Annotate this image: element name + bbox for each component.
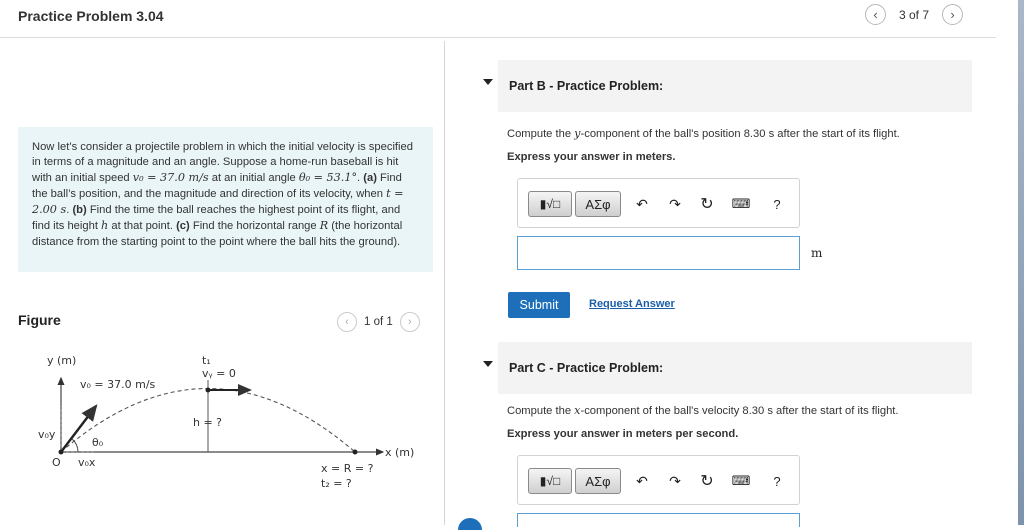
greek-symbols-button[interactable]: ΑΣφ: [575, 191, 621, 217]
part-c-header[interactable]: [498, 342, 972, 394]
keyboard-icon[interactable]: ⌨: [731, 473, 751, 488]
submit-button[interactable]: Submit: [508, 292, 570, 318]
help-button[interactable]: ?: [773, 196, 781, 212]
undo-icon[interactable]: ↶: [636, 195, 648, 212]
column-divider: [444, 41, 445, 525]
problem-text: .: [357, 172, 364, 185]
t-expression: t = 2.00 s: [32, 187, 404, 217]
problem-text: .: [66, 204, 73, 217]
part-a-label: (a): [363, 172, 377, 185]
problem-intro: Now let’s consider a projectile problem in which the initial velocity is specified in terms of a magnitude and an angle. Suppose a home-run baseball is hit with an initial speed: [32, 141, 413, 185]
fraction-sqrt-template-icon: ▮√□: [539, 197, 561, 211]
chevron-left-icon: ‹: [873, 7, 878, 22]
fraction-sqrt-template-icon: ▮√□: [539, 474, 561, 488]
request-answer-link[interactable]: Request Answer: [589, 298, 675, 310]
part-a-text: Find the ball’s position, and the magnitude and direction of its velocity, when: [32, 172, 402, 201]
problem-text: at an initial angle: [208, 172, 299, 185]
keyboard-icon[interactable]: ⌨: [731, 196, 751, 211]
question-text: -component of the ball's velocity 8.30 s after the start of its flight.: [580, 405, 899, 417]
chevron-right-icon: ›: [407, 316, 412, 328]
figure-pager-text: 1 of 1: [364, 316, 393, 328]
reset-icon[interactable]: ↻: [700, 196, 714, 213]
part-b-label: (b): [72, 204, 87, 217]
redo-icon[interactable]: ↷: [669, 195, 681, 212]
part-b-title: Part B - Practice Problem:: [509, 79, 664, 93]
part-c-math-toolbar: [517, 455, 800, 505]
range-label: x = R = ?: [321, 462, 374, 475]
R-expression: R: [319, 219, 329, 233]
problem-pager-text: 3 of 7: [899, 7, 930, 22]
problem-text: (the horizontal distance from the starting point to the point where the ball hits the ground).: [32, 220, 403, 248]
help-button[interactable]: ?: [773, 473, 781, 489]
template-button[interactable]: [528, 468, 572, 494]
v0-expression: v₀ = 37.0 m/s: [132, 171, 209, 185]
theta-expression: θ₀ = 53.1°: [298, 171, 358, 185]
part-b-instruction: Express your answer in meters.: [507, 151, 676, 163]
question-variable: x: [574, 404, 581, 417]
template-group: [528, 190, 621, 218]
window-scroll-edge: [1018, 0, 1024, 525]
part-c-title: Part C - Practice Problem:: [509, 361, 664, 375]
page-title: Practice Problem 3.04: [18, 8, 164, 24]
part-b-question: [507, 127, 900, 140]
question-variable: y: [574, 127, 581, 140]
question-text: -component of the ball's position 8.30 s after the start of its flight.: [580, 128, 900, 140]
part-b-unit: m: [811, 246, 823, 260]
projectile-figure: [18, 340, 438, 500]
y-axis-label: y (m): [47, 354, 77, 367]
collapse-triangle-icon[interactable]: [483, 79, 493, 85]
part-b-text: Find the time the ball reaches the highest point of its flight, and find its height: [32, 204, 401, 233]
question-text: Compute the: [507, 405, 575, 417]
origin-label: O: [52, 456, 61, 469]
question-text: Compute the: [507, 128, 575, 140]
page-header: [0, 0, 996, 38]
reset-icon[interactable]: ↻: [700, 473, 714, 490]
collapse-triangle-icon[interactable]: [483, 361, 493, 367]
greek-symbols-button[interactable]: ΑΣφ: [575, 468, 621, 494]
part-c-text: Find the horizontal range: [189, 220, 320, 233]
chevron-right-icon: ›: [950, 7, 955, 22]
template-group: [528, 467, 621, 495]
ball-landing: [353, 450, 358, 455]
part-c-instruction: Express your answer in meters per second.: [507, 428, 739, 440]
undo-icon[interactable]: ↶: [636, 472, 648, 489]
part-b-header[interactable]: [498, 60, 972, 112]
x-axis-label: x (m): [385, 446, 415, 459]
next-problem-button[interactable]: [942, 4, 963, 25]
ball-start: [59, 450, 64, 455]
figure-label: Figure: [18, 312, 61, 328]
v0x-label: v₀x: [78, 456, 96, 469]
vy-label: vᵧ = 0: [202, 367, 236, 380]
v0-label: v₀ = 37.0 m/s: [80, 378, 156, 391]
next-figure-button[interactable]: [400, 312, 420, 332]
ball-apex: [206, 388, 211, 393]
problem-pager: [865, 4, 963, 25]
redo-icon[interactable]: ↷: [669, 472, 681, 489]
t2-label: t₂ = ?: [321, 477, 352, 490]
part-c-question: [507, 404, 899, 417]
previous-problem-button[interactable]: [865, 4, 886, 25]
h-label: h = ?: [193, 416, 223, 429]
v0y-label: v₀y: [38, 428, 56, 441]
part-b-math-toolbar: [517, 178, 800, 228]
template-button[interactable]: [528, 191, 572, 217]
previous-figure-button[interactable]: [337, 312, 357, 332]
t1-label: t₁: [202, 354, 211, 367]
part-c-label: (c): [176, 220, 190, 233]
figure-pager: [337, 312, 420, 332]
chevron-left-icon: ‹: [345, 316, 349, 328]
chat-widget-icon[interactable]: [458, 518, 482, 530]
part-b-answer-input[interactable]: [517, 236, 800, 270]
theta-label: θ₀: [92, 436, 104, 449]
problem-text: at that point.: [108, 220, 177, 233]
h-expression: h: [101, 219, 109, 233]
problem-statement: [18, 127, 433, 272]
